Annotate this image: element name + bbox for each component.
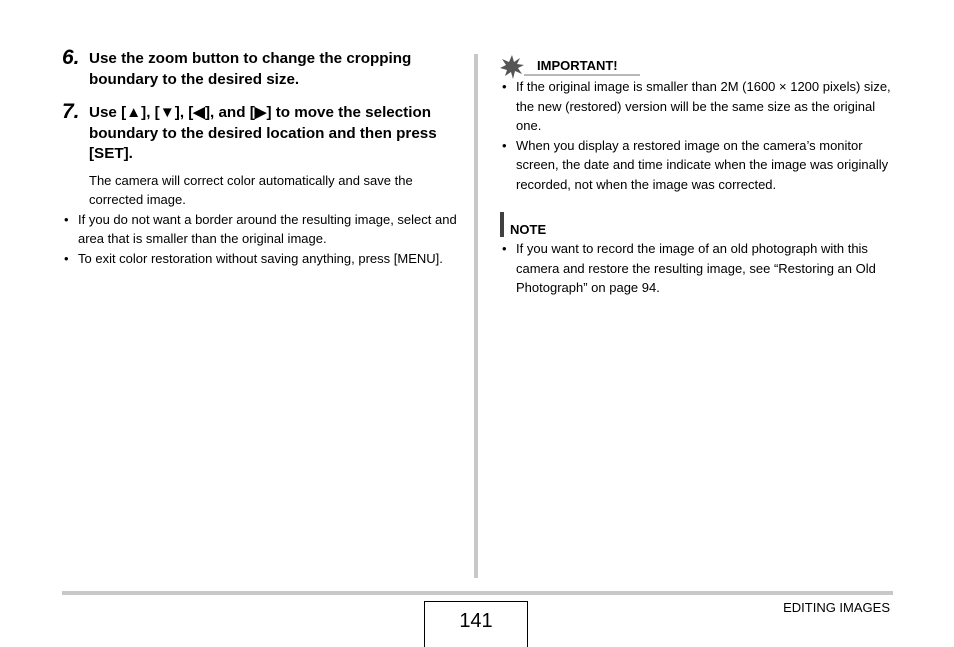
step-body-text: The camera will correct color automatically and save the corrected image. <box>89 172 413 207</box>
list-item: • To exit color restoration without saving anything, press [MENU]. <box>62 249 458 269</box>
list-item: • When you display a restored image on the camera’s monitor screen, the date and time indicate when the image was originally recorded, not when the image was corrected. <box>500 136 900 195</box>
section-label: EDITING IMAGES <box>783 600 890 615</box>
list-item: • If the original image is smaller than 2M (1600 × 1200 pixels) size, the new (restored) version will be the same size as the original one. <box>500 77 900 136</box>
step-6 <box>62 46 458 90</box>
footer-rule <box>62 591 893 595</box>
step-number: 7. <box>62 100 80 123</box>
important-box <box>500 55 900 194</box>
list-item: • If you do not want a border around the resulting image, select and area that is smaller than the original image. <box>62 210 458 249</box>
column-divider <box>474 54 478 578</box>
step-title: Use [▲], [▼], [◀], and [▶] to move the selection boundary to the desired location and then press [SET]. <box>89 104 437 162</box>
step-title: Use the zoom button to change the cropping boundary to the desired size. <box>89 50 412 88</box>
note-header <box>500 212 900 237</box>
list-item: • If you want to record the image of an old photograph with this camera and restore the resulting image, see “Restoring an Old Photograph” on page 94. <box>500 239 900 298</box>
step-7 <box>62 100 458 268</box>
step-bullet-list <box>62 210 458 269</box>
note-bullet-list <box>500 239 900 298</box>
note-box <box>500 212 900 298</box>
page-number: 141 <box>424 601 528 647</box>
note-label: NOTE <box>510 222 547 237</box>
note-bar <box>500 212 504 237</box>
important-label: IMPORTANT! <box>537 58 618 73</box>
important-underline <box>524 74 640 76</box>
step-number: 6. <box>62 46 80 69</box>
starburst-icon <box>500 55 524 79</box>
important-bullet-list <box>500 77 900 194</box>
important-header <box>500 55 900 77</box>
